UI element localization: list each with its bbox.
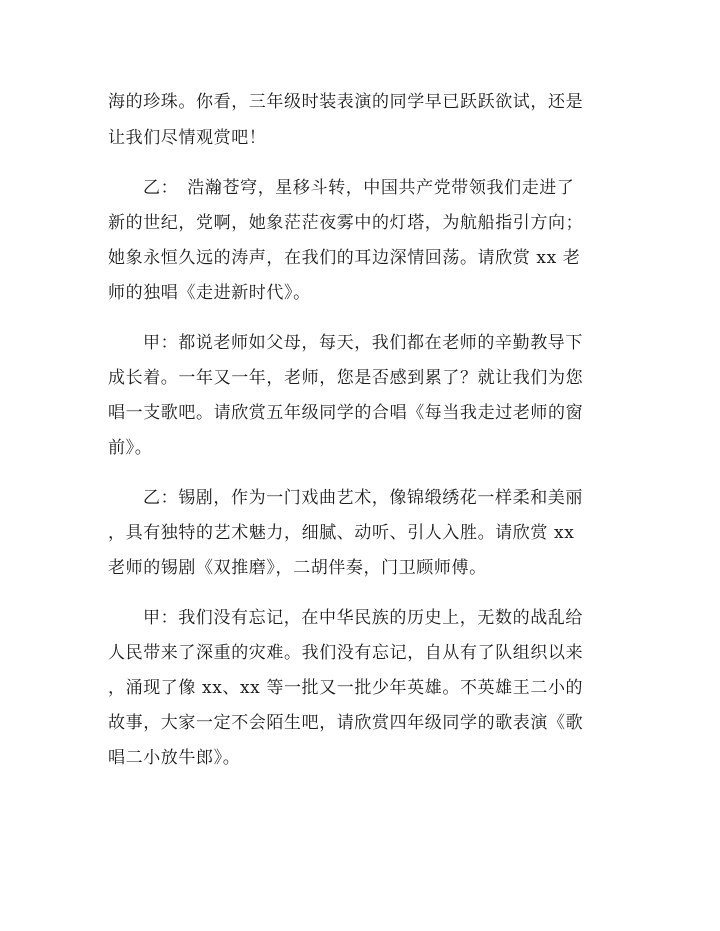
paragraph-2-line-3: 她象永恒久远的涛声，在我们的耳边深情回荡。请欣赏 xx 老 [108, 248, 581, 268]
paragraph-5-line-4: 故事，大家一定不会陌生吧，请欣赏四年级同学的歌表演《歌 [108, 713, 584, 733]
paragraph-3-line-3: 唱一支歌吧。请欣赏五年级同学的合唱《每当我走过老师的窗 [108, 403, 584, 423]
paragraph-1-line-2: 让我们尽情观赏吧！ [108, 128, 267, 148]
paragraph-5-line-3: ，涌现了像 xx、xx 等一批又一批少年英雄。不英雄王二小的 [108, 678, 584, 698]
paragraph-4-line-1: 乙：锡剧，作为一门戏曲艺术，像锦缎绣花一样柔和美丽 [143, 488, 583, 508]
paragraph-4-line-2: ，具有独特的艺术魅力，细腻、动听、引人入胜。请欣赏 xx [108, 523, 575, 543]
paragraph-2-line-1: 乙： 浩瀚苍穹，星移斗转，中国共产党带领我们走进了 [143, 178, 575, 198]
paragraph-2-line-4: 师的独唱《走进新时代》。 [108, 283, 311, 303]
paragraph-5-line-2: 人民带来了深重的灾难。我们没有忘记，自从有了队组织以来 [108, 643, 584, 663]
paragraph-4-line-3: 老师的锡剧《双推磨》，二胡伴奏，门卫顾师傅。 [108, 558, 487, 578]
paragraph-3-line-2: 成长着。一年又一年，老师，您是否感到累了？就让我们为您 [108, 368, 584, 388]
paragraph-5-line-5: 唱二小放牛郎》。 [108, 748, 241, 768]
paragraph-1-line-1: 海的珍珠。你看，三年级时装表演的同学早已跃跃欲试，还是 [108, 92, 584, 112]
paragraph-3-line-1: 甲：都说老师如父母，每天，我们都在老师的辛勤教导下 [143, 333, 583, 353]
paragraph-5-line-1: 甲：我们没有忘记，在中华民族的历史上，无数的战乱给 [143, 608, 583, 628]
paragraph-2-line-2: 新的世纪，党啊，她象茫茫夜雾中的灯塔，为航船指引方向； [108, 213, 584, 233]
paragraph-3-line-4: 前》。 [108, 438, 153, 458]
